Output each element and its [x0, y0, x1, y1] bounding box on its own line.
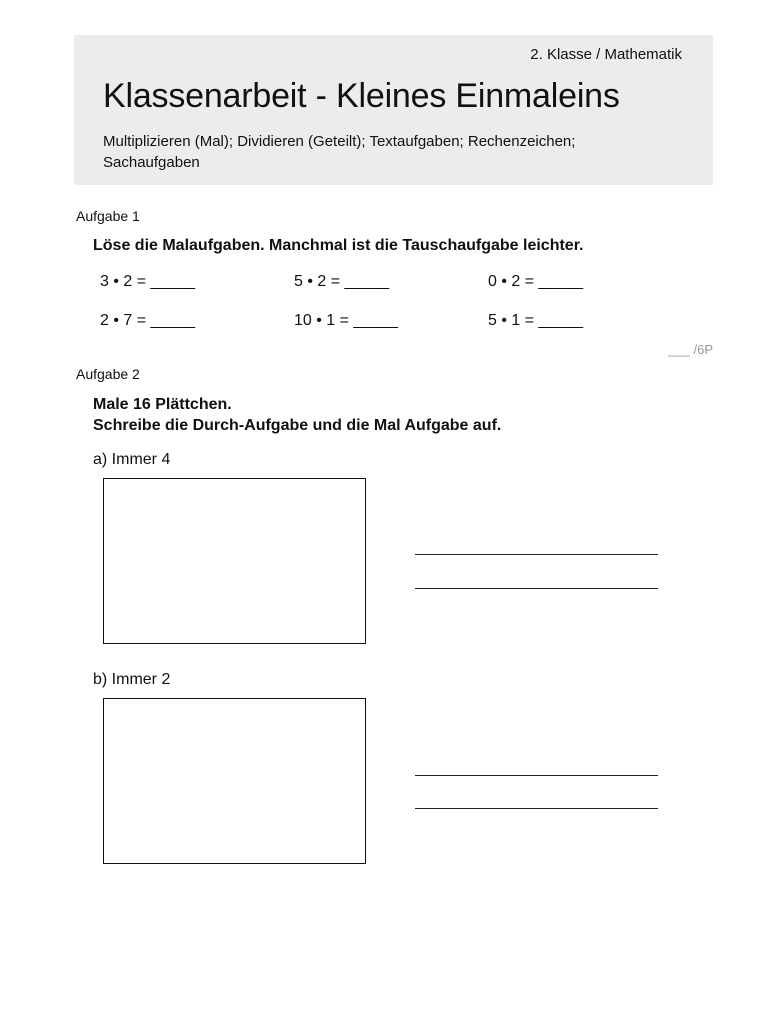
task2-label: Aufgabe 2 — [76, 366, 140, 382]
exercise-item[interactable]: 0 • 2 = _____ — [488, 273, 584, 290]
page-title: Klassenarbeit - Kleines Einmaleins — [103, 77, 620, 115]
task1-label: Aufgabe 1 — [76, 208, 140, 224]
answer-line-a2[interactable] — [415, 588, 658, 589]
grade-label: 2. Klasse / Mathematik — [530, 46, 682, 63]
task2-instruction-line1: Male 16 Plättchen. — [93, 396, 232, 413]
task1-score: ___ /6P — [668, 342, 713, 357]
answer-line-a1[interactable] — [415, 554, 658, 555]
header-box — [74, 35, 713, 185]
part-b-label: b) Immer 2 — [93, 671, 171, 688]
task1-instruction: Löse die Malaufgaben. Manchmal ist die Tauschaufgabe leichter. — [93, 237, 584, 254]
part-a-label: a) Immer 4 — [93, 451, 171, 468]
exercise-item[interactable]: 5 • 2 = _____ — [294, 273, 390, 290]
exercise-item[interactable]: 5 • 1 = _____ — [488, 312, 584, 329]
answer-line-b2[interactable] — [415, 808, 658, 809]
task2-instruction-line2: Schreibe die Durch-Aufgabe und die Mal Aufgabe auf. — [93, 417, 502, 434]
drawing-box-b[interactable] — [103, 698, 366, 864]
drawing-box-a[interactable] — [103, 478, 366, 644]
exercise-item[interactable]: 3 • 2 = _____ — [100, 273, 196, 290]
exercise-item[interactable]: 10 • 1 = _____ — [294, 312, 398, 329]
exercise-item[interactable]: 2 • 7 = _____ — [100, 312, 196, 329]
answer-line-b1[interactable] — [415, 775, 658, 776]
page-subtitle: Multiplizieren (Mal); Dividieren (Geteilt); Textaufgaben; Rechenzeichen; Sachaufgaben — [103, 133, 576, 171]
